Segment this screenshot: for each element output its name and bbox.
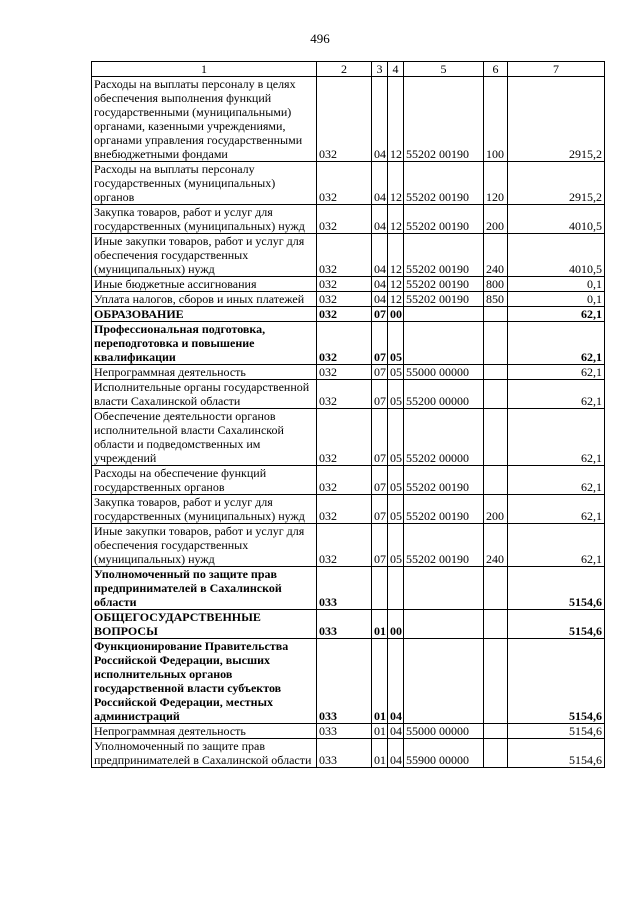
page-number: 496 (310, 31, 330, 46)
row-code-cell: 032 (317, 365, 372, 380)
row-name-cell: Уполномоченный по защите прав предпринимателей в Сахалинской области (92, 567, 317, 610)
row-expense-type-cell (484, 639, 508, 724)
row-section-cell: 04 (372, 162, 388, 205)
row-expense-type-cell: 200 (484, 495, 508, 524)
row-code-cell: 033 (317, 610, 372, 639)
row-expense-type-cell (484, 724, 508, 739)
table-row (92, 380, 605, 409)
row-amount-cell: 5154,6 (508, 739, 605, 768)
row-name-cell: Расходы на обеспечение функций государственных органов (92, 466, 317, 495)
row-subsection-cell: 04 (388, 639, 404, 724)
row-section-cell (372, 567, 388, 610)
row-name-cell: Непрограммная деятельность (92, 724, 317, 739)
row-expense-type-cell: 240 (484, 524, 508, 567)
row-expense-type-cell (484, 610, 508, 639)
row-target-code-cell: 55202 00190 (404, 162, 484, 205)
row-subsection-cell: 05 (388, 380, 404, 409)
table-row (92, 77, 605, 162)
row-section-cell: 04 (372, 205, 388, 234)
row-name-cell: Функционирование Правительства Российской Федерации, высших исполнительных органов государственной власти субъектов Российской Федерации, местных администраций (92, 639, 317, 724)
row-code-cell: 033 (317, 639, 372, 724)
table-row (92, 234, 605, 277)
row-subsection-cell: 04 (388, 739, 404, 768)
row-expense-type-cell (484, 567, 508, 610)
row-code-cell: 032 (317, 380, 372, 409)
table-row (92, 292, 605, 307)
row-amount-cell: 62,1 (508, 380, 605, 409)
row-subsection-cell: 12 (388, 292, 404, 307)
row-subsection-cell: 05 (388, 322, 404, 365)
row-amount-cell: 0,1 (508, 277, 605, 292)
row-expense-type-cell (484, 409, 508, 466)
row-name-cell: Закупка товаров, работ и услуг для государственных (муниципальных) нужд (92, 495, 317, 524)
row-section-cell: 01 (372, 724, 388, 739)
row-section-cell: 01 (372, 739, 388, 768)
row-amount-cell: 4010,5 (508, 234, 605, 277)
row-section-cell: 01 (372, 639, 388, 724)
table-row (92, 409, 605, 466)
row-section-cell: 04 (372, 234, 388, 277)
table-row (92, 205, 605, 234)
row-subsection-cell: 05 (388, 524, 404, 567)
row-amount-cell: 5154,6 (508, 567, 605, 610)
row-code-cell: 032 (317, 205, 372, 234)
table-row (92, 466, 605, 495)
row-section-cell: 07 (372, 409, 388, 466)
row-name-cell: Иные закупки товаров, работ и услуг для обеспечения государственных (муниципальных) нужд (92, 524, 317, 567)
row-expense-type-cell: 240 (484, 234, 508, 277)
row-subsection-cell: 12 (388, 234, 404, 277)
row-name-cell: Иные бюджетные ассигнования (92, 277, 317, 292)
table-header-row (92, 62, 605, 77)
column-header: 1 (92, 62, 317, 77)
row-target-code-cell: 55000 00000 (404, 724, 484, 739)
row-amount-cell: 2915,2 (508, 77, 605, 162)
row-subsection-cell: 05 (388, 409, 404, 466)
row-subsection-cell: 04 (388, 724, 404, 739)
row-code-cell: 032 (317, 495, 372, 524)
row-target-code-cell (404, 610, 484, 639)
column-header: 2 (317, 62, 372, 77)
row-code-cell: 032 (317, 277, 372, 292)
column-header: 5 (404, 62, 484, 77)
row-section-cell: 07 (372, 322, 388, 365)
row-name-cell: ОБЩЕГОСУДАРСТВЕННЫЕ ВОПРОСЫ (92, 610, 317, 639)
table-row (92, 322, 605, 365)
row-section-cell: 07 (372, 524, 388, 567)
row-subsection-cell (388, 567, 404, 610)
row-code-cell: 032 (317, 162, 372, 205)
row-code-cell: 032 (317, 77, 372, 162)
row-name-cell: Иные закупки товаров, работ и услуг для обеспечения государственных (муниципальных) нужд (92, 234, 317, 277)
table-row (92, 724, 605, 739)
row-amount-cell: 2915,2 (508, 162, 605, 205)
row-code-cell: 032 (317, 466, 372, 495)
row-amount-cell: 5154,6 (508, 610, 605, 639)
row-section-cell: 04 (372, 277, 388, 292)
row-section-cell: 07 (372, 380, 388, 409)
row-subsection-cell: 05 (388, 365, 404, 380)
row-code-cell: 032 (317, 234, 372, 277)
row-amount-cell: 62,1 (508, 495, 605, 524)
row-section-cell: 07 (372, 307, 388, 322)
row-name-cell: ОБРАЗОВАНИЕ (92, 307, 317, 322)
table-row (92, 162, 605, 205)
row-amount-cell: 62,1 (508, 524, 605, 567)
row-code-cell: 033 (317, 739, 372, 768)
row-name-cell: Профессиональная подготовка, переподготовка и повышение квалификации (92, 322, 317, 365)
row-target-code-cell: 55202 00190 (404, 234, 484, 277)
row-expense-type-cell (484, 380, 508, 409)
row-code-cell: 032 (317, 292, 372, 307)
row-amount-cell: 62,1 (508, 322, 605, 365)
row-code-cell: 032 (317, 409, 372, 466)
row-name-cell: Расходы на выплаты персоналу государственных (муниципальных) органов (92, 162, 317, 205)
row-target-code-cell (404, 322, 484, 365)
row-target-code-cell: 55202 00190 (404, 277, 484, 292)
row-subsection-cell: 12 (388, 277, 404, 292)
row-expense-type-cell: 100 (484, 77, 508, 162)
row-name-cell: Уполномоченный по защите прав предпринимателей в Сахалинской области (92, 739, 317, 768)
row-code-cell: 032 (317, 524, 372, 567)
row-subsection-cell: 12 (388, 205, 404, 234)
row-subsection-cell: 05 (388, 495, 404, 524)
row-target-code-cell: 55202 00190 (404, 205, 484, 234)
row-target-code-cell: 55202 00190 (404, 292, 484, 307)
row-expense-type-cell: 850 (484, 292, 508, 307)
row-amount-cell: 62,1 (508, 466, 605, 495)
table-row (92, 639, 605, 724)
row-expense-type-cell (484, 365, 508, 380)
budget-table-body (92, 62, 605, 768)
row-amount-cell: 62,1 (508, 307, 605, 322)
row-target-code-cell: 55202 00190 (404, 77, 484, 162)
column-header: 7 (508, 62, 605, 77)
row-amount-cell: 62,1 (508, 409, 605, 466)
row-expense-type-cell (484, 466, 508, 495)
table-row (92, 495, 605, 524)
row-target-code-cell: 55202 00000 (404, 409, 484, 466)
row-section-cell: 04 (372, 77, 388, 162)
row-name-cell: Исполнительные органы государственной власти Сахалинской области (92, 380, 317, 409)
row-section-cell: 01 (372, 610, 388, 639)
row-name-cell: Расходы на выплаты персоналу в целях обеспечения выполнения функций государственными (муниципальными) органами, казенными учреждениями, органами управления государственными внебюджетными фондами (92, 77, 317, 162)
row-expense-type-cell: 120 (484, 162, 508, 205)
table-row (92, 739, 605, 768)
row-name-cell: Уплата налогов, сборов и иных платежей (92, 292, 317, 307)
row-subsection-cell: 12 (388, 162, 404, 205)
row-target-code-cell: 55202 00190 (404, 466, 484, 495)
row-section-cell: 07 (372, 495, 388, 524)
row-code-cell: 032 (317, 322, 372, 365)
budget-table (91, 61, 605, 768)
row-target-code-cell: 55202 00190 (404, 495, 484, 524)
row-subsection-cell: 05 (388, 466, 404, 495)
row-name-cell: Закупка товаров, работ и услуг для государственных (муниципальных) нужд (92, 205, 317, 234)
row-target-code-cell (404, 567, 484, 610)
table-row (92, 365, 605, 380)
row-code-cell: 033 (317, 567, 372, 610)
row-section-cell: 07 (372, 466, 388, 495)
table-row (92, 307, 605, 322)
table-row (92, 567, 605, 610)
column-header: 4 (388, 62, 404, 77)
row-section-cell: 07 (372, 365, 388, 380)
column-header: 6 (484, 62, 508, 77)
row-code-cell: 033 (317, 724, 372, 739)
row-target-code-cell: 55900 00000 (404, 739, 484, 768)
row-amount-cell: 62,1 (508, 365, 605, 380)
row-expense-type-cell (484, 307, 508, 322)
table-row (92, 610, 605, 639)
row-amount-cell: 0,1 (508, 292, 605, 307)
row-expense-type-cell (484, 322, 508, 365)
table-row (92, 277, 605, 292)
row-target-code-cell: 55202 00190 (404, 524, 484, 567)
row-expense-type-cell (484, 739, 508, 768)
row-subsection-cell: 00 (388, 307, 404, 322)
row-name-cell: Обеспечение деятельности органов исполнительной власти Сахалинской области и подведомственных им учреждений (92, 409, 317, 466)
row-subsection-cell: 00 (388, 610, 404, 639)
row-expense-type-cell: 800 (484, 277, 508, 292)
row-name-cell: Непрограммная деятельность (92, 365, 317, 380)
row-target-code-cell (404, 307, 484, 322)
row-code-cell: 032 (317, 307, 372, 322)
row-target-code-cell: 55200 00000 (404, 380, 484, 409)
row-section-cell: 04 (372, 292, 388, 307)
table-row (92, 524, 605, 567)
row-target-code-cell (404, 639, 484, 724)
row-amount-cell: 5154,6 (508, 724, 605, 739)
row-amount-cell: 5154,6 (508, 639, 605, 724)
row-expense-type-cell: 200 (484, 205, 508, 234)
column-header: 3 (372, 62, 388, 77)
row-target-code-cell: 55000 00000 (404, 365, 484, 380)
row-subsection-cell: 12 (388, 77, 404, 162)
row-amount-cell: 4010,5 (508, 205, 605, 234)
